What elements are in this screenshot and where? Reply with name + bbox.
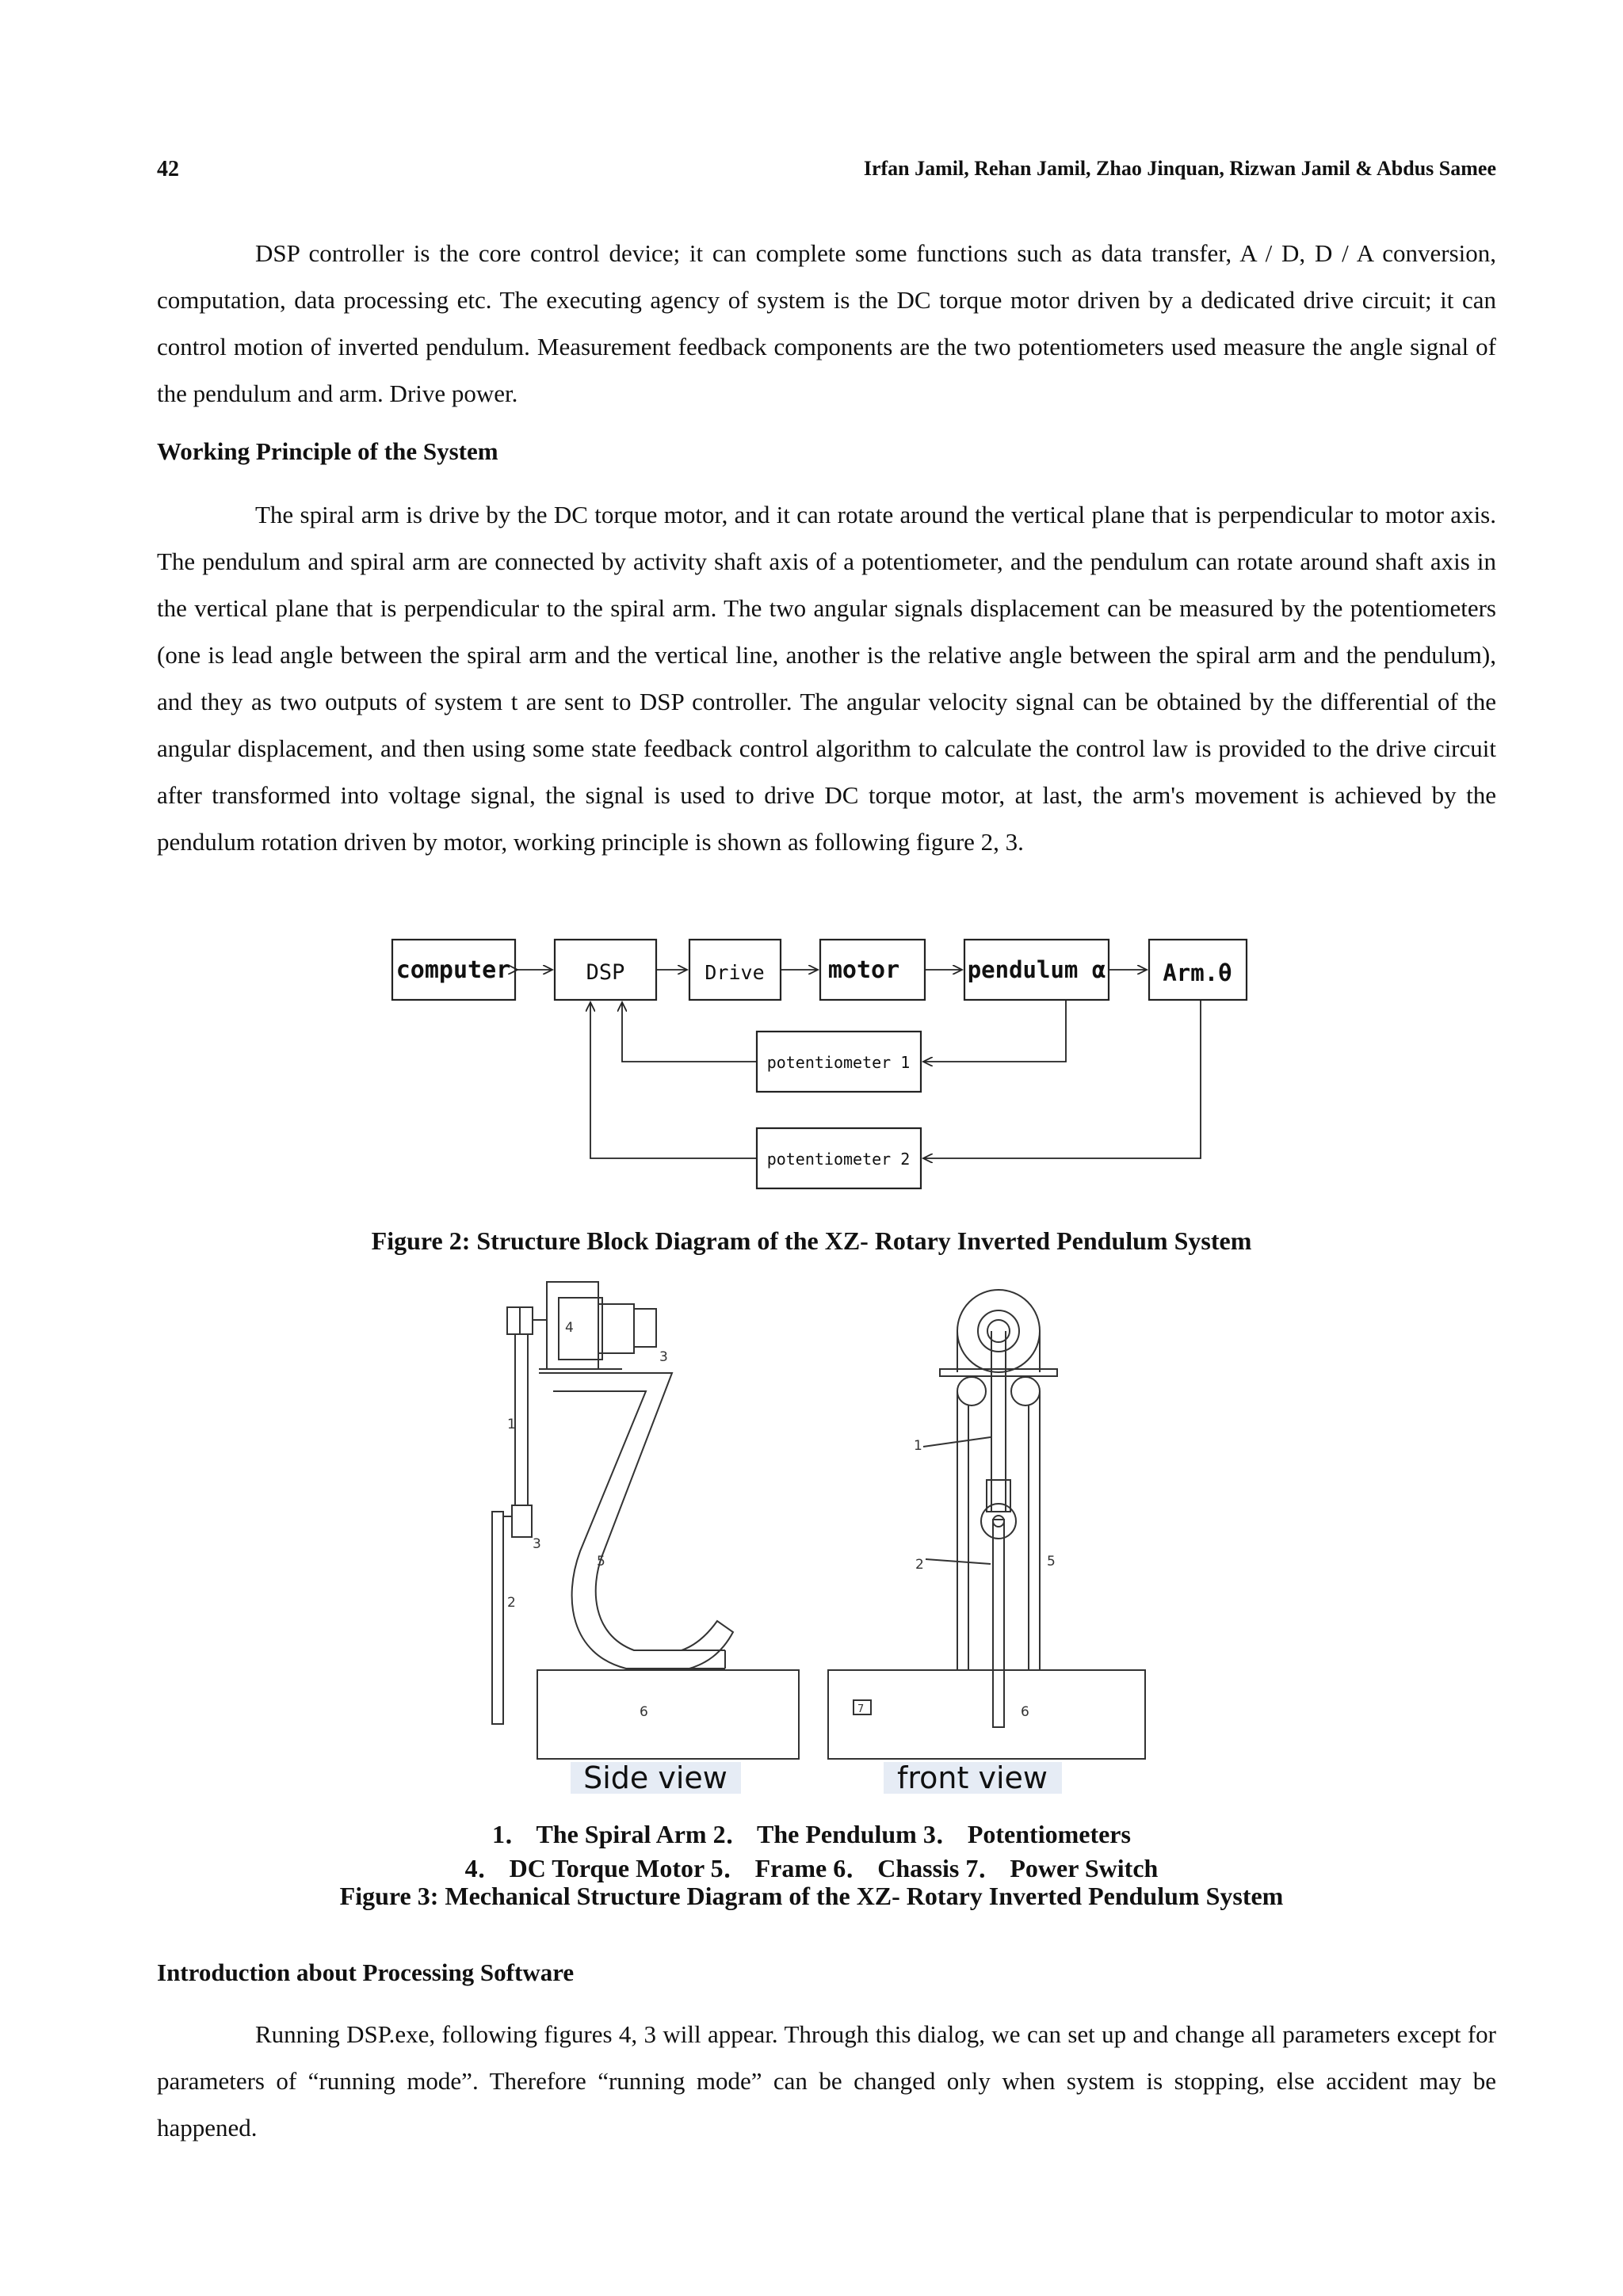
section-heading-processing-software: Introduction about Processing Software bbox=[157, 1958, 575, 1986]
side-frame bbox=[539, 1373, 725, 1669]
side-label-6: 6 bbox=[640, 1704, 648, 1720]
front-label-5: 5 bbox=[1047, 1554, 1056, 1569]
label-motor: motor bbox=[827, 956, 900, 984]
side-label-2: 2 bbox=[507, 1595, 516, 1611]
front-chassis bbox=[828, 1670, 1145, 1759]
front-motor bbox=[957, 1290, 1040, 1372]
side-label-1: 1 bbox=[507, 1417, 516, 1432]
side-chassis bbox=[537, 1670, 799, 1759]
figure-3-caption: Figure 3: Mechanical Structure Diagram of the XZ- Rotary Inverted Pendulum System bbox=[339, 1882, 1284, 1910]
side-pendulum bbox=[492, 1512, 503, 1724]
figure-3-legend-line-1: 1． The Spiral Arm 2． The Pendulum 3． Potentiometers bbox=[492, 1820, 1131, 1848]
label-potentiometer-1: potentiometer 1 bbox=[766, 1053, 911, 1072]
front-view-label: front view bbox=[897, 1760, 1048, 1795]
running-header-authors: Irfan Jamil, Rehan Jamil, Zhao Jinquan, Rizwan Jamil & Abdus Samee bbox=[863, 157, 1496, 180]
label-potentiometer-2: potentiometer 2 bbox=[766, 1150, 911, 1169]
label-drive: Drive bbox=[705, 961, 765, 984]
front-label-1: 1 bbox=[914, 1438, 922, 1454]
label-computer: computer bbox=[395, 956, 511, 984]
side-label-3a: 3 bbox=[659, 1349, 668, 1365]
figure-2-block-diagram bbox=[388, 932, 1260, 1205]
side-view-label: Side view bbox=[583, 1760, 727, 1795]
figure-3-mechanical-diagram bbox=[483, 1274, 1173, 1797]
section-heading-working-principle: Working Principle of the System bbox=[157, 437, 498, 465]
front-label-2: 2 bbox=[915, 1557, 924, 1573]
figure-2-caption: Figure 2: Structure Block Diagram of the XZ- Rotary Inverted Pendulum System bbox=[371, 1226, 1252, 1255]
side-label-4: 4 bbox=[565, 1320, 574, 1336]
side-label-5: 5 bbox=[597, 1554, 605, 1569]
label-arm: Arm.θ bbox=[1163, 959, 1232, 986]
front-label-7: 7 bbox=[857, 1703, 865, 1715]
side-label-3b: 3 bbox=[533, 1536, 541, 1552]
label-pendulum: pendulum α bbox=[967, 956, 1106, 983]
front-label-6: 6 bbox=[1021, 1704, 1029, 1720]
label-dsp: DSP bbox=[586, 960, 625, 985]
paragraph-processing-software: Running DSP.exe, following figures 4, 3 will appear. Through this dialog, we can set up and change all parameters except for parameters of “running mode”. Therefore “running mode” can be changed only when system is stopping, else accident may be happened. bbox=[157, 2020, 1496, 2142]
figure-3-legend-line-2: 4． DC Torque Motor 5． Frame 6． Chassis 7． Power Switch bbox=[464, 1854, 1159, 1882]
page-number: 42 bbox=[157, 157, 179, 181]
paragraph-working-principle: The spiral arm is drive by the DC torque motor, and it can rotate around the vertical plane that is perpendicular to motor axis. The pendulum and spiral arm are connected by activity shaft axis of a potentiometer, and the pendulum can rotate around shaft axis in the vertical plane that is perpendicular to the spiral arm. The two angular signals displacement can be measured by the potentiometers (one is lead angle between the spiral arm and the vertical line, another is the relative angle between the spiral arm and the pendulum), and they as two outputs of system t are sent to DSP controller. The angular velocity signal can be obtained by the differential of the angular displacement, and then using some state feedback control algorithm to calculate the control law is provided to the drive circuit after transformed into voltage signal, the signal is used to drive DC torque motor, at last, the arm's movement is achieved by the pendulum rotation driven by motor, working principle is shown as following figure 2, 3. bbox=[157, 501, 1496, 856]
front-pendulum bbox=[993, 1520, 1004, 1727]
paragraph-dsp-controller: DSP controller is the core control device; it can complete some functions such as data transfer, A / D, D / A conversion, computation, data processing etc. The executing agency of system is the DC torque motor driven by a dedicated drive circuit; it can control motion of inverted pendulum. Measurement feedback components are the two potentiometers used measure the angle signal of the pendulum and arm. Drive power. bbox=[157, 239, 1496, 407]
